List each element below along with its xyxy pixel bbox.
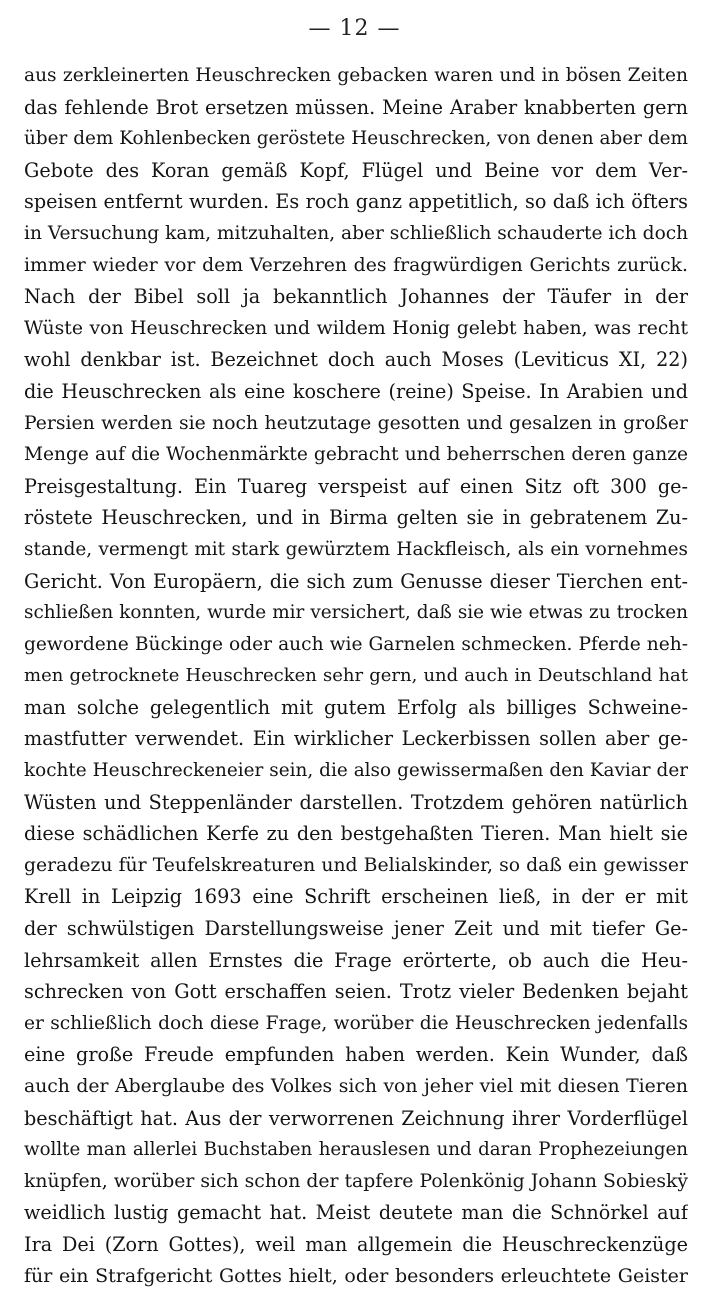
text-line: gewordene Bückinge oder auch wie Garnelen schmecken. Pferde neh- (24, 633, 688, 655)
text-line: mastfutter verwendet. Ein wirklicher Leckerbissen sollen aber ge- (24, 727, 688, 751)
text-line: speisen entfernt wurden. Es roch ganz appetitlich, so daß ich öfters (24, 190, 688, 214)
text-line: Preisgestaltung. Ein Tuareg verspeist auf einen Sitz oft 300 ge- (24, 474, 688, 498)
text-line: diese schädlichen Kerfe zu den bestgehaßten Tieren. Man hielt sie (24, 822, 688, 846)
text-line: das fehlende Brot ersetzen müssen. Meine Araber knabberten gern (24, 95, 688, 119)
text-line: Wüsten und Steppenländer darstellen. Trotzdem gehören natürlich (24, 790, 688, 814)
text-line: Gebote des Koran gemäß Kopf, Flügel und Beine vor dem Ver- (24, 158, 688, 182)
text-line: aus zerkleinerten Heuschrecken gebacken waren und in bösen Zeiten (24, 65, 688, 86)
text-line: Wüste von Heuschrecken und wildem Honig gelebt haben, was recht (24, 317, 688, 339)
text-line: knüpfen, worüber sich schon der tapfere Polenkönig Johann Sobieskÿ (24, 1170, 688, 1192)
text-line: Nach der Bibel soll ja bekanntlich Johannes der Täufer in der (24, 285, 688, 309)
text-line: auch der Aberglaube des Volkes sich von jeher viel mit diesen Tieren (24, 1076, 688, 1097)
text-line: stande, vermengt mit stark gewürztem Hackfleisch, als ein vornehmes (24, 538, 688, 560)
page-number: — 12 — (308, 16, 401, 41)
text-line: men getrocknete Heuschrecken sehr gern, und auch in Deutschland hat (24, 665, 688, 687)
text-line: der schwülstigen Darstellungsweise jener Zeit und mit tiefer Ge- (24, 917, 688, 941)
text-line: wohl denkbar ist. Bezeichnet doch auch Moses (Leviticus XI, 22) (24, 348, 688, 372)
text-line: Menge auf die Wochenmärkte gebracht und beherrschen deren ganze (24, 444, 688, 466)
text-line: wollte man allerlei Buchstaben herauslesen und daran Prophezeiungen (24, 1139, 688, 1161)
text-line: über dem Kohlenbecken geröstete Heuschrecken, von denen aber dem (24, 128, 688, 150)
text-line: Krell in Leipzig 1693 eine Schrift erscheinen ließ, in der er mit (24, 885, 688, 909)
text-line: eine große Freude empfunden haben werden. Kein Wunder, daß (24, 1043, 688, 1067)
text-line: beschäftigt hat. Aus der verworrenen Zeichnung ihrer Vorderflügel (24, 1106, 688, 1130)
text-line: die Heuschrecken als eine koschere (reine) Speise. In Arabien und (24, 379, 688, 403)
text-line: schließen konnten, wurde mir versichert, daß sie wie etwas zu trocken (24, 602, 688, 624)
text-line: er schließlich doch diese Frage, worüber die Heuschrecken jedenfalls (24, 1012, 688, 1034)
text-line: immer wieder vor dem Verzehren des fragwürdigen Gerichts zurück. (24, 254, 688, 276)
text-line: geradezu für Teufelskreaturen und Belialskinder, so daß ein gewisser (24, 854, 688, 876)
text-line: Gericht. Von Europäern, die sich zum Genusse dieser Tierchen ent- (24, 569, 688, 593)
text-line: Ira Dei (Zorn Gottes), weil man allgemein die Heuschreckenzüge (24, 1232, 688, 1256)
text-line: in Versuchung kam, mitzuhalten, aber schließlich schauderte ich doch (24, 222, 688, 244)
text-line: lehrsamkeit allen Ernstes die Frage erörterte, ob auch die Heu- (24, 948, 688, 972)
text-line: schrecken von Gott erschaffen seien. Trotz vieler Bedenken bejaht (24, 980, 688, 1004)
text-line: kochte Heuschreckeneier sein, die also gewissermaßen den Kaviar der (24, 760, 688, 782)
text-line: Persien werden sie noch heutzutage gesotten und gesalzen in großer (24, 412, 688, 434)
text-line: man solche gelegentlich mit gutem Erfolg als billiges Schweine- (24, 695, 688, 719)
text-line: weidlich lustig gemacht hat. Meist deutete man die Schnörkel auf (24, 1201, 688, 1225)
body-text (24, 60, 688, 1292)
text-line: röstete Heuschrecken, und in Birma gelten sie in gebratenem Zu- (24, 506, 688, 530)
text-line: für ein Strafgericht Gottes hielt, oder besonders erleuchtete Geister (24, 1264, 688, 1287)
